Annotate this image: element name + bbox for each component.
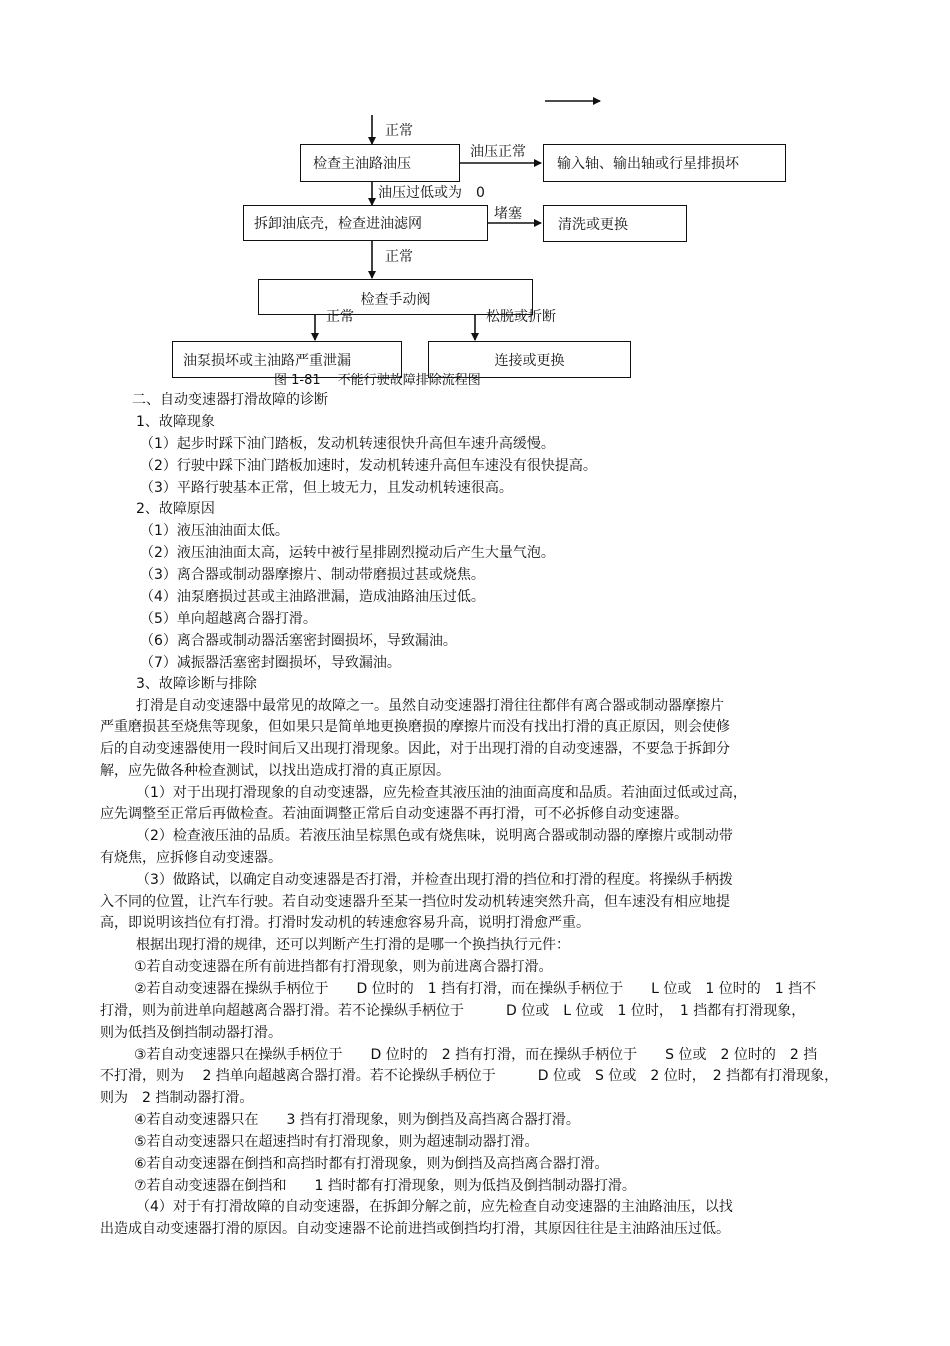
box-label: 检查主油路油压 — [313, 156, 411, 172]
label-normal-1: 正常 — [385, 123, 413, 139]
label-normal-2: 正常 — [385, 249, 413, 265]
intro-line: 后的自动变速器使用一段时间后又出现打滑现象。因此，对于出现打滑的自动变速器，不要急于拆卸分 — [100, 741, 730, 757]
box-label: 清洗或更换 — [558, 216, 628, 233]
label-blocked: 堵塞 — [494, 206, 522, 222]
cause-item: （5）单向超越离合器打滑。 — [140, 611, 317, 627]
box-check-main-pressure — [300, 144, 460, 182]
step1-line: 应先调整至正常后再做检查。若油面调整正常后自动变速器不再打滑，可不必拆修自动变速器。 — [100, 806, 688, 822]
symptom-item: （2）行驶中踩下油门踏板加速时，发动机转速升高但车速没有很快提高。 — [140, 458, 597, 474]
intro-line: 严重磨损甚至烧焦等现象，但如果只是简单地更换磨损的摩擦片而没有找出打滑的真正原因，则会使修 — [100, 719, 730, 735]
step2-line: 有烧焦，应拆修自动变速器。 — [100, 850, 282, 866]
box-label: 油泵损坏或主油路严重泄漏 — [183, 352, 351, 369]
step3-line: 高，即说明该挡位有打滑。打滑时发动机的转速愈容易升高，说明打滑愈严重。 — [100, 915, 590, 931]
label-pressure-low: 油压过低或为 0 — [378, 185, 485, 201]
box-label: 检查手动阀 — [360, 292, 431, 308]
rule-intro: 根据出现打滑的规律，还可以判断产生打滑的是哪一个换挡执行元件： — [136, 937, 570, 953]
label-pressure-normal: 油压正常 — [470, 144, 526, 160]
box-label: 连接或更换 — [494, 352, 565, 369]
section-title: 二、自动变速器打滑故障的诊断 — [132, 392, 328, 408]
rule-3-line: ③若自动变速器只在操纵手柄位于 D 位时的 2 挡有打滑，而在操纵手柄位于 S 位或 2 位时的 2 挡 — [134, 1047, 818, 1063]
rule-2-line: ②若自动变速器在操纵手柄位于 D 位时的 1 挡有打滑，而在操纵手柄位于 L 位或 1 位时的 1 挡不 — [134, 981, 817, 997]
label-normal-3: 正常 — [326, 309, 354, 325]
cause-item: （2）液压油油面太高，运转中被行星排剧烈搅动后产生大量气泡。 — [140, 545, 555, 561]
cause-item: （1）液压油油面太低。 — [140, 523, 289, 539]
symptom-item: （1）起步时踩下油门踏板，发动机转速很快升高但车速升高缓慢。 — [140, 436, 555, 452]
subheading-symptoms: 1、故障现象 — [136, 414, 215, 430]
step1-line: （1）对于出现打滑现象的自动变速器，应先检查其液压油的油面高度和品质。若油面过低或过高， — [136, 785, 747, 801]
rule-4: ④若自动变速器只在 3 挡有打滑现象，则为倒挡及高挡离合器打滑。 — [134, 1112, 580, 1128]
intro-line: 解，应先做各种检查测试，以找出造成打滑的真正原因。 — [100, 763, 450, 779]
cause-item: （3）离合器或制动器摩擦片、制动带磨损过甚或烧焦。 — [140, 567, 485, 583]
box-input-output-shaft — [543, 144, 786, 182]
box-label: 输入轴、输出轴或行星排损坏 — [557, 156, 739, 172]
rule-6: ⑥若自动变速器在倒挡和高挡时都有打滑现象，则为倒挡及高挡离合器打滑。 — [134, 1156, 609, 1172]
box-remove-pan-filter — [243, 205, 488, 241]
subheading-diagnosis: 3、故障诊断与排除 — [136, 676, 257, 692]
step3-line: （3）做路试，以确定自动变速器是否打滑，并检查出现打滑的挡位和打滑的程度。将操纵手柄拨 — [136, 872, 733, 888]
intro-line: 打滑是自动变速器中最常见的故障之一。虽然自动变速器打滑往往都伴有离合器或制动器摩擦片 — [136, 698, 724, 714]
box-clean-replace — [543, 205, 687, 242]
step4-line: （4）对于有打滑故障的自动变速器，在拆卸分解之前，应先检查自动变速器的主油路油压，以找 — [136, 1199, 733, 1215]
symptom-item: （3）平路行驶基本正常，但上坡无力，且发动机转速很高。 — [140, 480, 513, 496]
rule-2-line: 打滑，则为前进单向超越离合器打滑。若不论操纵手柄位于 D 位或 L 位或 1 位时， 1 挡都有打滑现象， — [100, 1003, 806, 1019]
cause-item: （4）油泵磨损过甚或主油路泄漏，造成油路油压过低。 — [140, 589, 485, 605]
cause-item: （6）离合器或制动器活塞密封圈损坏，导致漏油。 — [140, 633, 457, 649]
rule-7: ⑦若自动变速器在倒挡和 1 挡时都有打滑现象，则为低挡及倒挡制动器打滑。 — [134, 1178, 636, 1194]
rule-5: ⑤若自动变速器只在超速挡时有打滑现象，则为超速制动器打滑。 — [134, 1134, 539, 1150]
step3-line: 入不同的位置，让汽车行驶。若自动变速器升至某一挡位时发动机转速突然升高，但车速没有相应地提 — [100, 894, 730, 910]
subheading-causes: 2、故障原因 — [136, 501, 215, 517]
cause-item: （7）减振器活塞密封圈损坏，导致漏油。 — [140, 655, 401, 671]
figure-caption: 图 1-81 不能行驶故障排除流程图 — [274, 373, 481, 388]
box-label: 拆卸油底壳，检查进油滤网 — [254, 216, 422, 232]
rule-2-line: 则为低挡及倒挡制动器打滑。 — [100, 1025, 282, 1041]
step4-line: 出造成自动变速器打滑的原因。自动变速器不论前进挡或倒挡均打滑，其原因往往是主油路油压过低。 — [100, 1221, 730, 1237]
rule-3-line: 不打滑，则为 2 挡单向超越离合器打滑。若不论操纵手柄位于 D 位或 S 位或 2 位时， 2 挡都有打滑现象， — [100, 1068, 839, 1084]
step2-line: （2）检查液压油的品质。若液压油呈棕黑色或有烧焦味，说明离合器或制动器的摩擦片或制动带 — [136, 828, 733, 844]
rule-1: ①若自动变速器在所有前进挡都有打滑现象，则为前进离合器打滑。 — [134, 959, 553, 975]
label-loose-broken: 松脱或折断 — [486, 309, 556, 325]
rule-3-line: 则为 2 挡制动器打滑。 — [100, 1090, 254, 1106]
